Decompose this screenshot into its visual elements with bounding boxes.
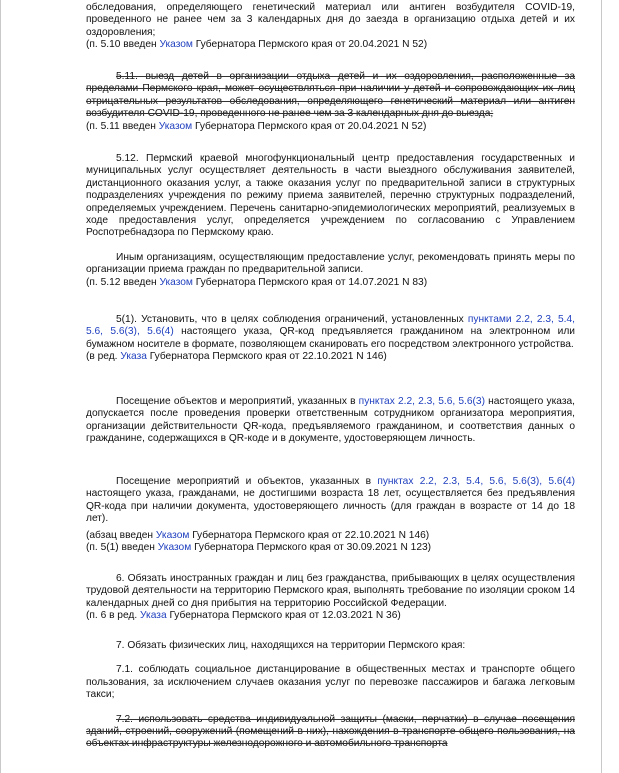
paragraph: [86, 314, 575, 351]
decree-link[interactable]: Указа: [120, 351, 147, 363]
amendment-note: [86, 39, 575, 51]
paragraph: 6. Обязать иностранных граждан и лиц без гражданства, прибывающих в целях осуществления трудовой деятельности на территорию Пермского края, выполнять требование по изоляции сроком 14 календарных дней со дня прибытия на территорию Российской Федерации.: [86, 573, 575, 609]
section-5-1: [86, 314, 575, 364]
page-right-border: [601, 0, 602, 773]
paragraph-text: Посещение объектов и мероприятий, указанных в: [116, 396, 359, 407]
paragraph-text: Посещение мероприятий и объектов, указанных в: [116, 476, 378, 487]
amendment-note: [86, 121, 575, 133]
decree-link[interactable]: Указом: [155, 529, 190, 541]
paragraph: 7.1. соблюдать социальное дистанцирование в общественных местах и транспорте общего пользования, за исключением случаев оказания услуг по перевозке пассажиров и багажа легковым такси;: [86, 664, 575, 701]
note-text: (п. 6 в ред.: [86, 610, 141, 622]
note-text: (в ред.: [86, 351, 121, 363]
section-5-1-visit-check: [86, 396, 575, 446]
note-text: (п. 5.11 введен: [86, 120, 159, 132]
paragraph: 7. Обязать физических лиц, находящихся на территории Пермского края:: [116, 640, 466, 651]
paragraph: [86, 396, 575, 446]
note-text: Губернатора Пермского края от 20.04.2021 N 52): [192, 120, 427, 132]
note-text: Губернатора Пермского края от 14.07.2021 N 83): [192, 276, 428, 288]
note-text: (п. 5.12 введен: [86, 276, 160, 288]
page-left-border: [0, 0, 1, 773]
note-text: Губернатора Пермского края от 12.03.2021 N 36): [166, 610, 401, 622]
paragraph: 5.12. Пермский краевой многофункциональный центр предоставления государственных и муниципальных услуг осуществляет деятельность в части выездного обслуживания заявителей, дистанционного оказания услуг, а также оказания услуг по предварительной записи в структурных подразделениях учреждения по режиму приема заявителей, перечню структурных подразделений, определяемых учреждением. Перечень санитарно-эпидемиологических мероприятий, реализуемых в ходе предоставления услуг, определяется учреждением по согласованию с Управлением Роспотребнадзора по Пермскому краю.: [86, 153, 575, 239]
note-text: (п. 5(1) введен: [86, 542, 158, 554]
amendment-note: [86, 542, 575, 554]
paragraph: обследования, определяющего генетический материал или антиген возбудителя COVID-19, проведенного не ранее чем за 3 календарных дня до заезда в организацию отдыха детей и их оздоровления;: [86, 2, 575, 38]
paragraph-text: 5(1). Установить, что в целях соблюдения ограничений, установленных: [116, 314, 468, 325]
section-6: [86, 573, 575, 623]
decree-link[interactable]: Указом: [159, 39, 193, 51]
section-7: [86, 640, 575, 751]
decree-link[interactable]: Указом: [159, 276, 193, 288]
paragraph-text: настоящего указа, допускается после проведения проверки ответственным сотрудником организатора мероприятия, организации действительности QR-кода, предъявляемого гражданином, и соответствия данных о гражданине, содержащихся в QR-коде и в документе, удостоверяющем личность.: [86, 396, 575, 445]
section-5-10-tail: [86, 2, 575, 52]
note-text: (п. 5.10 введен: [86, 39, 160, 51]
clause-links[interactable]: пунктах 2.2, 2.3, 5.6, 5.6(3): [358, 396, 485, 407]
paragraph: [86, 476, 575, 526]
paragraph: Иным организациям, осуществляющим предоставление услуг, рекомендовать принять меры по организации приема граждан по предварительной записи.: [86, 251, 575, 276]
section-5-12: [86, 153, 575, 289]
decree-link[interactable]: Указом: [157, 542, 192, 554]
clause-links[interactable]: пунктами 2.2, 2.3, 5.4, 5.6, 5.6(3), 5.6(4): [86, 314, 575, 338]
section-5-11: [86, 71, 575, 133]
note-text: Губернатора Пермского края от 22.10.2021 N 146): [146, 351, 387, 363]
note-text: Губернатора Пермского края от 22.10.2021 N 146): [189, 529, 430, 541]
amendment-note: [86, 351, 575, 363]
note-text: Губернатора Пермского края от 20.04.2021 N 52): [192, 39, 428, 51]
decree-link[interactable]: Указа: [140, 610, 167, 622]
amendment-note: [86, 610, 575, 622]
paragraph-struck: 7.2. использовать средства индивидуальной защиты (маски, перчатки) в случае посещения зданий, строений, сооружений (помещений в них), нахождения в транспорте общего пользования, на объектах инфраструктуры железнодорожного и автомобильного транспорта: [86, 713, 575, 750]
paragraph-struck: 5.11. выезд детей в организации отдыха детей и их оздоровления, расположенные за пределами Пермского края, может осуществляться при наличии у детей и сопровождающих их лиц отрицательных результатов обследования, определяющего генетический материал или антиген возбудителя COVID-19, проведенного не ранее чем за 3 календарных дня до выезда;: [86, 71, 575, 120]
note-text: Губернатора Пермского края от 30.09.2021 N 123): [191, 542, 432, 554]
amendment-note: [86, 530, 575, 542]
decree-link[interactable]: Указом: [158, 120, 193, 132]
amendment-note: [86, 277, 575, 289]
section-5-1-minors: [86, 476, 575, 554]
note-text: (абзац введен: [86, 529, 156, 541]
paragraph-text: настоящего указа, QR-код предъявляется гражданином на электронном или бумажном носителе в формате, позволяющем сканировать его посредством электронного устройства.: [86, 326, 575, 350]
clause-links[interactable]: пунктах 2.2, 2.3, 5.4, 5.6, 5.6(3), 5.6(4): [377, 476, 575, 487]
paragraph-text: настоящего указа, гражданами, не достигшими возраста 18 лет, осуществляется без предъявления QR-кода при наличии документа, удостоверяющего личность (для граждан в возрасте от 14 до 18 лет).: [86, 488, 575, 525]
